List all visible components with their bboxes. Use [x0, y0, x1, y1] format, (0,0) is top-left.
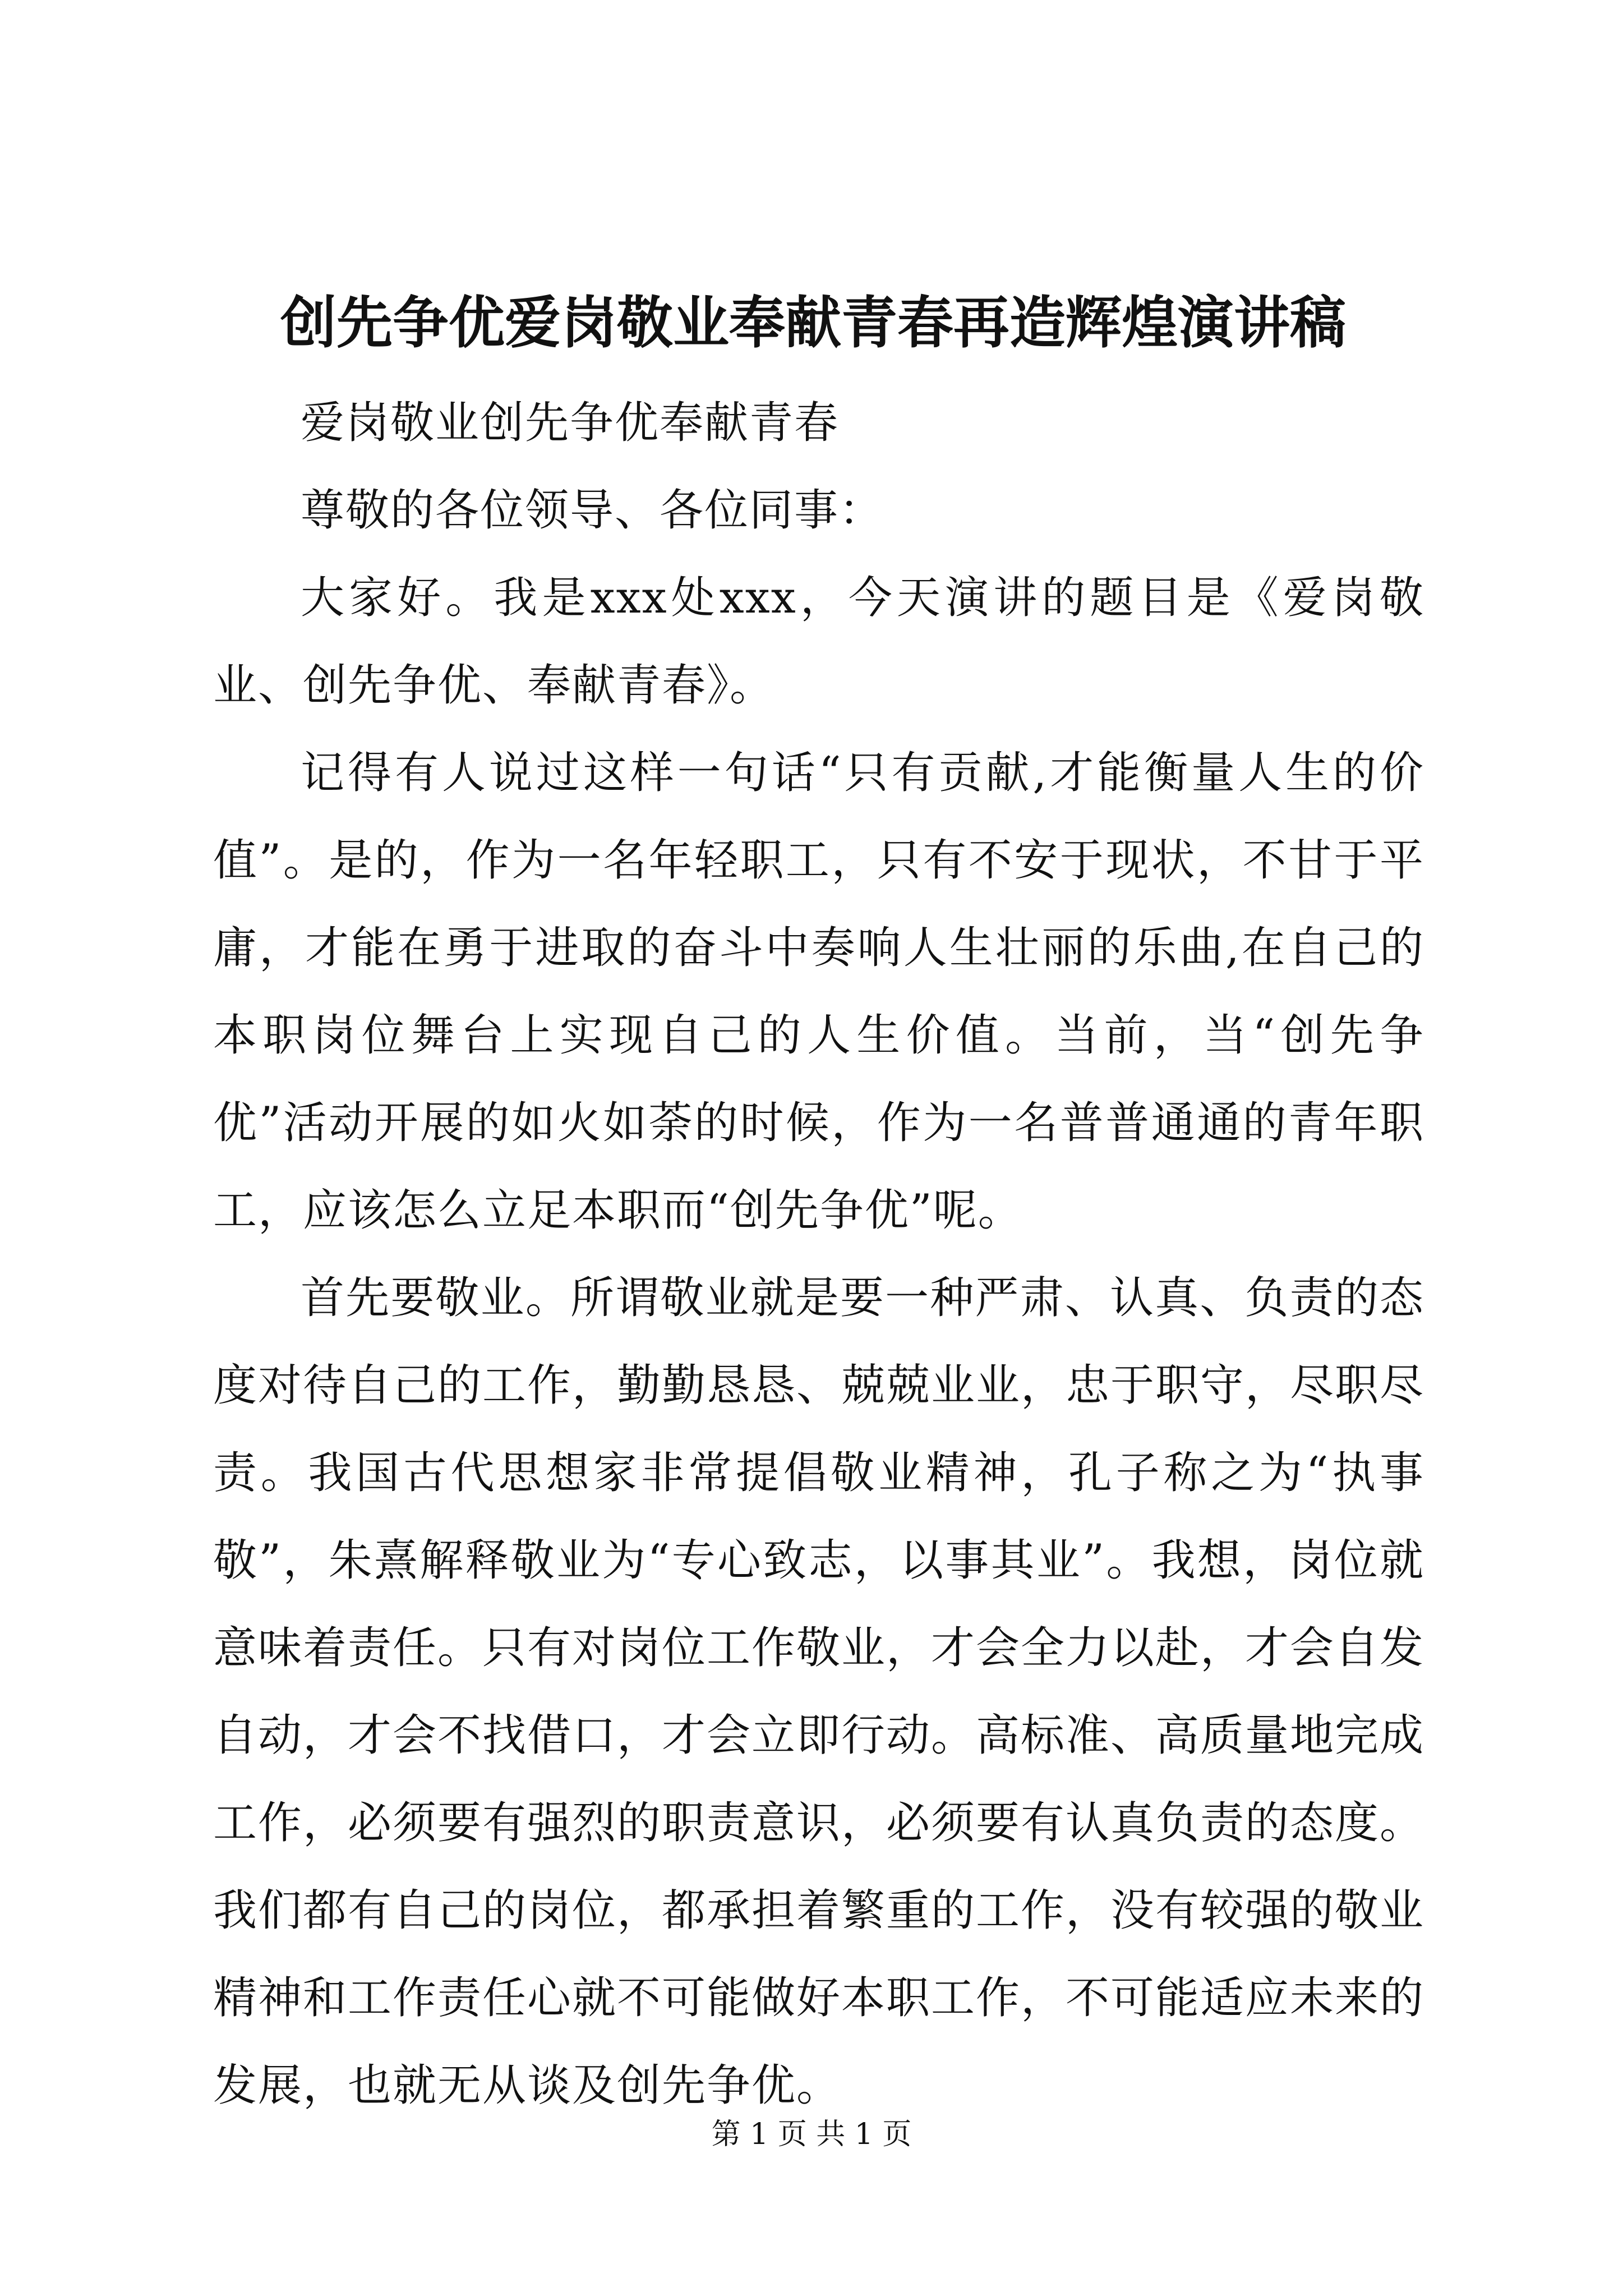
paragraph-dedication: 首先要敬业。所谓敬业就是要一种严肃、认真、负责的态度对待自己的工作，勤勤恳恳、兢兢业业，忠于职守，尽职尽责。我国古代思想家非常提倡敬业精神，孔子称之为“执事敬”，朱熹解释敬业为“专心致志，以事其业”。我想，岗位就意味着责任。只有对岗位工作敬业，才会全力以赴，才会自发自动，才会不找借口，才会立即行动。高标准、高质量地完成工作，必须要有强烈的职责意识，必须要有认真负责的态度。我们都有自己的岗位，都承担着繁重的工作，没有较强的敬业精神和工作责任心就不可能做好本职工作，不可能适应未来的发展，也就无从谈及创先争优。 [213, 1273, 1425, 2111]
document-body [213, 379, 1424, 2129]
document-title: 创先争优爱岗敬业奉献青春再造辉煌演讲稿 [280, 289, 1346, 356]
paragraph-subtitle: 爱岗敬业创先争优奉献青春 [301, 398, 840, 448]
page-number-footer: 第 1 页 共 1 页 [711, 2118, 912, 2151]
paragraph-greeting: 大家好。我是xxx处xxx，今天演讲的题目是《爱岗敬业、创先争优、奉献青春》。 [213, 573, 1424, 711]
paragraph-salutation: 尊敬的各位领导、各位同事： [301, 485, 884, 536]
paragraph-value-of-contribution: 记得有人说过这样一句话“只有贡献,才能衡量人生的价值”。是的，作为一名年轻职工，只有不安于现状，不甘于平庸，才能在勇于进取的奋斗中奏响人生壮丽的乐曲,在自己的本职岗位舞台上实现自己的人生价值。当前，当“创先争优”活动开展的如火如荼的时候，作为一名普普通通的青年职工，应该怎么立足本职而“创先争优”呢。 [213, 748, 1424, 1236]
